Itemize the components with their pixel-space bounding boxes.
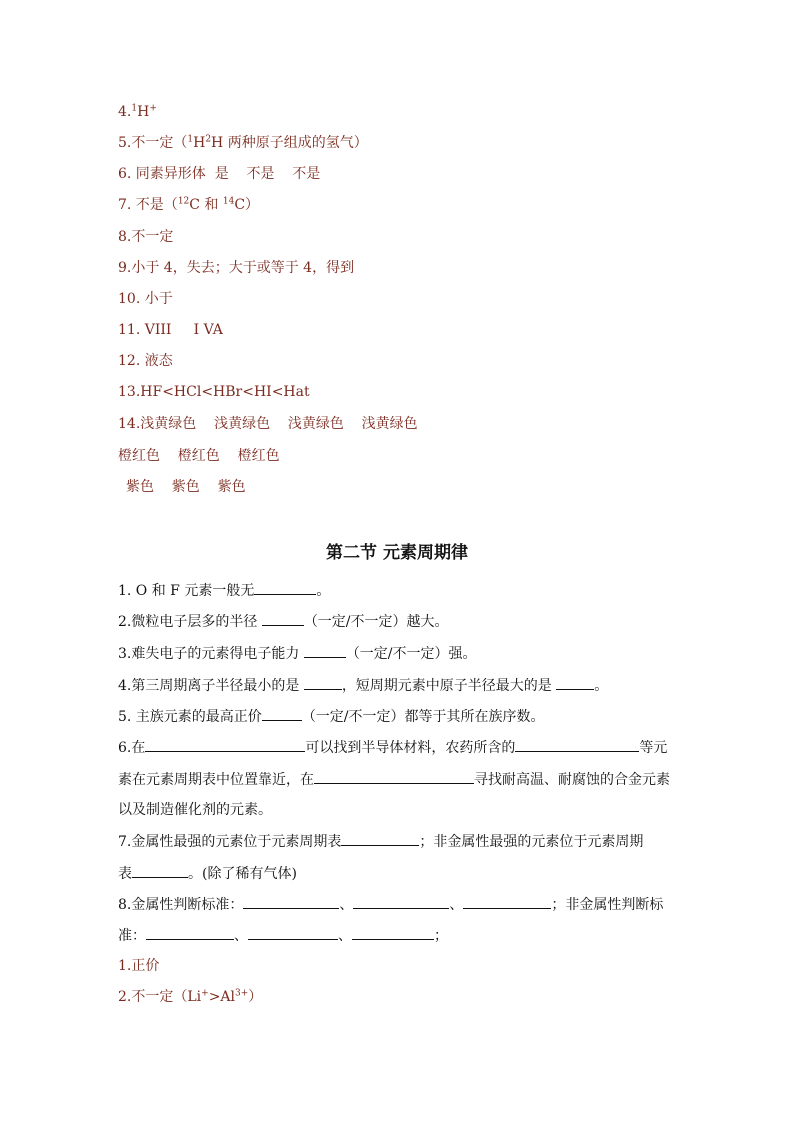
text: ） <box>248 989 263 1005</box>
answer-blank[interactable] <box>248 926 338 940</box>
answer-line-6: 6. 同素异形体 是 不是 不是 <box>118 166 321 182</box>
superscript: 1 <box>187 134 194 145</box>
text: C） <box>234 197 260 213</box>
text: 。 <box>594 678 609 694</box>
text: 4. <box>118 104 132 120</box>
answer-line-4 <box>118 103 157 121</box>
answer-line-11: 11. VIII I VA <box>118 322 223 338</box>
text: C 和 <box>189 197 223 213</box>
question-5 <box>118 707 545 726</box>
text: （一定/不一定）都等于其所在族序数。 <box>301 709 545 725</box>
text: 6.在 <box>118 740 146 756</box>
text: 1. O 和 F 元素一般无 <box>118 583 255 599</box>
answer-line-14b: 橙红色 橙红色 橙红色 <box>118 448 280 464</box>
text: 5. 主族元素的最高正价 <box>118 709 262 725</box>
section-heading: 第二节 元素周期律 <box>326 543 468 563</box>
answer-blank[interactable] <box>132 864 188 878</box>
answer-blank[interactable] <box>463 895 551 909</box>
answer-blank[interactable] <box>254 581 316 595</box>
answer-blank[interactable] <box>341 832 419 846</box>
section2-answer-1: 1.正价 <box>118 958 160 974</box>
answer-line-9: 9.小于 4，失去；大于或等于 4，得到 <box>118 260 355 276</box>
answer-line-14c: 紫色 紫色 紫色 <box>126 479 246 495</box>
separator: 、 <box>449 897 464 913</box>
section2-answer-2 <box>118 988 262 1006</box>
question-7-line-2 <box>118 864 297 883</box>
text: 8.金属性判断标准： <box>118 897 244 913</box>
answer-line-12: 12. 液态 <box>118 353 173 369</box>
question-6-line-3: 以及制造催化剂的元素。 <box>118 802 272 818</box>
text: H <box>137 104 150 120</box>
question-8-line-1 <box>118 895 663 914</box>
superscript: 14 <box>222 196 235 207</box>
superscript: 12 <box>177 196 190 207</box>
answer-blank[interactable] <box>243 895 339 909</box>
separator: 、 <box>339 897 354 913</box>
answer-blank[interactable] <box>262 707 302 721</box>
answer-line-13: 13.HF<HCl<HBr<HI<Hat <box>118 384 310 400</box>
superscript: 1 <box>131 103 138 114</box>
text: （一定/不一定）越大。 <box>303 614 449 630</box>
answer-blank[interactable] <box>145 738 305 752</box>
text: 等元 <box>639 740 668 756</box>
separator: 、 <box>234 928 248 944</box>
answer-blank[interactable] <box>304 676 342 690</box>
text: 2.不一定（Li <box>118 989 202 1005</box>
text: 7.金属性最强的元素位于元素周期表 <box>118 834 342 850</box>
text: 5.不一定（ <box>118 135 188 151</box>
superscript: + <box>201 988 209 999</box>
text: 。(除了稀有气体) <box>188 866 297 882</box>
answer-blank[interactable] <box>515 738 639 752</box>
text: （一定/不一定）强。 <box>345 646 477 662</box>
answer-line-5 <box>118 134 368 152</box>
answer-blank[interactable] <box>262 612 304 626</box>
text: H 两种原子组成的氢气） <box>211 135 368 151</box>
text: ； <box>434 928 448 944</box>
text: 4.第三周期离子半径最小的是 <box>118 678 304 694</box>
answer-line-8: 8.不一定 <box>118 229 174 245</box>
answer-line-14a: 14.浅黄绿色 浅黄绿色 浅黄绿色 浅黄绿色 <box>118 416 418 432</box>
answer-line-7 <box>118 196 259 214</box>
answer-line-10: 10. 小于 <box>118 291 173 307</box>
question-4 <box>118 676 608 695</box>
question-3 <box>118 644 477 663</box>
text: 7. 不是（ <box>118 197 178 213</box>
text: 3.难失电子的元素得电子能力 <box>118 646 304 662</box>
superscript: + <box>149 103 157 114</box>
text: ，短周期元素中原子半径最大的是 <box>341 678 557 694</box>
text: 寻找耐高温、耐腐蚀的合金元素 <box>474 772 670 788</box>
superscript: 3+ <box>235 988 249 999</box>
question-6-line-2 <box>118 770 670 789</box>
answer-blank[interactable] <box>352 926 434 940</box>
question-1 <box>118 581 330 600</box>
answer-blank[interactable] <box>353 895 449 909</box>
text: H <box>193 135 206 151</box>
answer-blank[interactable] <box>146 926 234 940</box>
question-6-line-1 <box>118 738 667 757</box>
answer-blank[interactable] <box>556 676 594 690</box>
separator: 、 <box>338 928 352 944</box>
text: ；非金属性判断标 <box>551 897 664 913</box>
text: 表 <box>118 866 132 882</box>
text: 准： <box>118 928 146 944</box>
answer-blank[interactable] <box>314 770 474 784</box>
text: ；非金属性最强的元素位于元素周期 <box>419 834 644 850</box>
text: 2.微粒电子层多的半径 <box>118 614 262 630</box>
question-2 <box>118 612 449 631</box>
text: >Al <box>208 989 236 1005</box>
text: 素在元素周期表中位置靠近，在 <box>118 772 314 788</box>
text: 。 <box>316 583 331 599</box>
text: 可以找到半导体材料，农药所含的 <box>305 740 516 756</box>
answer-blank[interactable] <box>304 644 346 658</box>
question-8-line-2 <box>118 926 448 945</box>
superscript: 2 <box>205 134 212 145</box>
question-7-line-1 <box>118 832 643 851</box>
